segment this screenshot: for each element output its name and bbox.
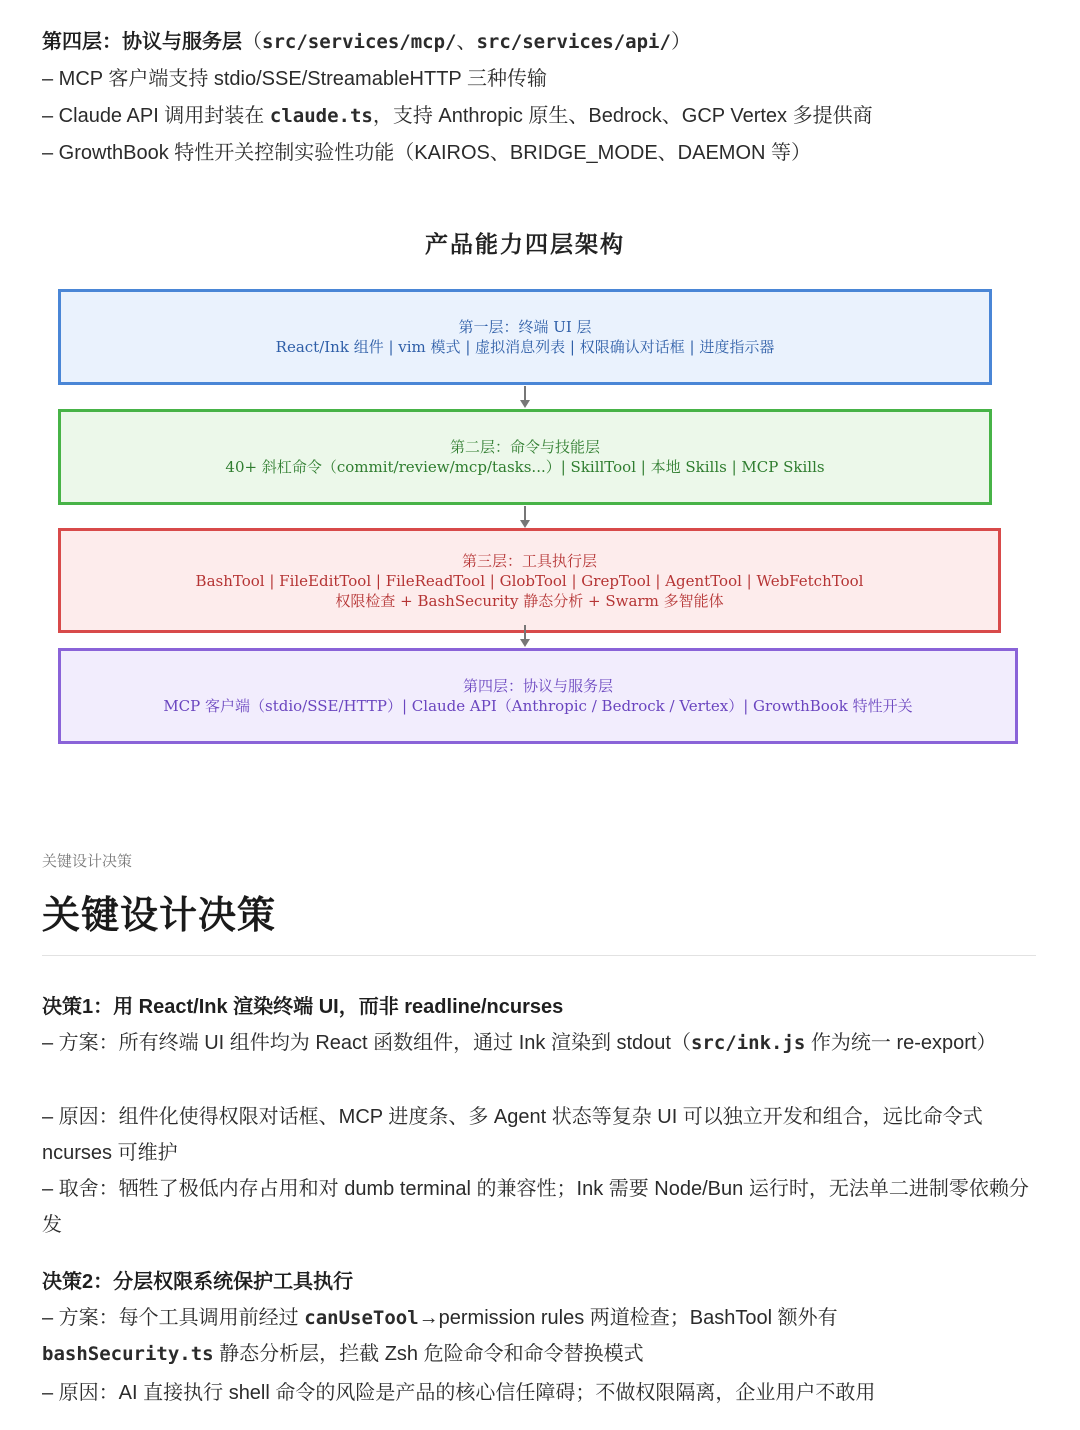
layer-content: 40+ 斜杠命令（commit/review/mcp/tasks...）| SkillTool | 本地 Skills | MCP Skills [225,458,825,476]
plan-text: →permission rules 两道检查；BashTool 额外有 [418,1307,838,1329]
plan-text: 作为统一 re-export） [805,1032,997,1054]
section-label: 关键设计决策 [42,853,133,870]
arrow-down-icon [520,625,530,647]
layer-title: 第一层：终端 UI 层 [458,318,592,336]
plan-text: – 方案：每个工具调用前经过 [42,1307,305,1329]
layer-title: 第三层：工具执行层 [461,551,597,570]
bullet-text: ，支持 Anthropic 原生、Bedrock、GCP Vertex 多提供商 [372,105,873,127]
layer-content-secondary: 权限检查 + BashSecurity 静态分析 + Swarm 多智能体 [335,591,724,610]
path-api: src/services/api/ [476,31,671,53]
bullet-text: – Claude API 调用封装在 [42,105,270,127]
layer4-bullet-mcp: – MCP 客户端支持 stdio/SSE/StreamableHTTP 三种传输 [42,68,547,90]
path-mcp: src/services/mcp/ [262,31,457,53]
decision1-reason: – 原因：组件化使得权限对话框、MCP 进度条、多 Agent 状态等复杂 UI 可以独立开发和组合，远比命令式 ncurses 可维护 [42,1106,983,1164]
layer-content: React/Ink 组件 | vim 模式 | 虚拟消息列表 | 权限确认对话框 | 进度指示器 [275,338,775,356]
code-canusetool: canUseTool [304,1307,419,1329]
code-claude-ts: claude.ts [269,105,373,127]
section-divider [42,955,1036,956]
decision1-plan [42,1025,1042,1061]
plan-text: 静态分析层，拦截 Zsh 危险命令和命令替换模式 [213,1343,644,1365]
arrow-down-icon [520,506,530,528]
decision2-title: 决策2：分层权限系统保护工具执行 [42,1271,354,1293]
decision1-tradeoff: – 取舍：牺牲了极低内存占用和对 dumb terminal 的兼容性；Ink 需要 Node/Bun 运行时，无法单二进制零依赖分发 [42,1178,1029,1236]
layer4-heading [42,24,691,60]
paren-close: ） [670,31,691,53]
layer-content: BashTool | FileEditTool | FileReadTool | GlobTool | GrepTool | AgentTool | WebFetchTool [195,571,864,590]
layer4-bullet-growthbook: – GrowthBook 特性开关控制实验性功能（KAIROS、BRIDGE_MODE、DAEMON 等） [42,142,812,164]
layer-box-protocol-services [58,648,1018,744]
layer-title: 第二层：命令与技能层 [449,438,600,456]
layer4-heading-title: 第四层：协议与服务层 [42,31,242,53]
arrow-down-icon [520,386,530,408]
layer-content: MCP 客户端（stdio/SSE/HTTP）| Claude API（Anthropic / Bedrock / Vertex）| GrowthBook 特性开关 [163,697,913,715]
decision2-plan [42,1300,1042,1372]
layer-box-terminal-ui [58,289,992,385]
layer-title: 第四层：协议与服务层 [462,677,613,695]
layer-box-tool-execution [58,528,1001,633]
diagram-title: 产品能力四层架构 [425,231,625,257]
decision2-reason: – 原因：AI 直接执行 shell 命令的风险是产品的核心信任障碍；不做权限隔离，企业用户不敢用 [42,1382,876,1404]
section-title: 关键设计决策 [42,895,277,937]
code-bashsecurity-ts: bashSecurity.ts [42,1343,214,1365]
layer4-bullet-claude-api [42,98,873,134]
layer-box-commands-skills [58,409,992,505]
path-separator: 、 [456,31,477,53]
paren-open: （ [242,31,262,53]
decision1-title: 决策1：用 React/Ink 渲染终端 UI，而非 readline/ncurses [42,996,564,1018]
code-ink-js: src/ink.js [690,1032,806,1054]
plan-text: – 方案：所有终端 UI 组件均为 React 函数组件，通过 Ink 渲染到 stdout（ [42,1032,691,1054]
